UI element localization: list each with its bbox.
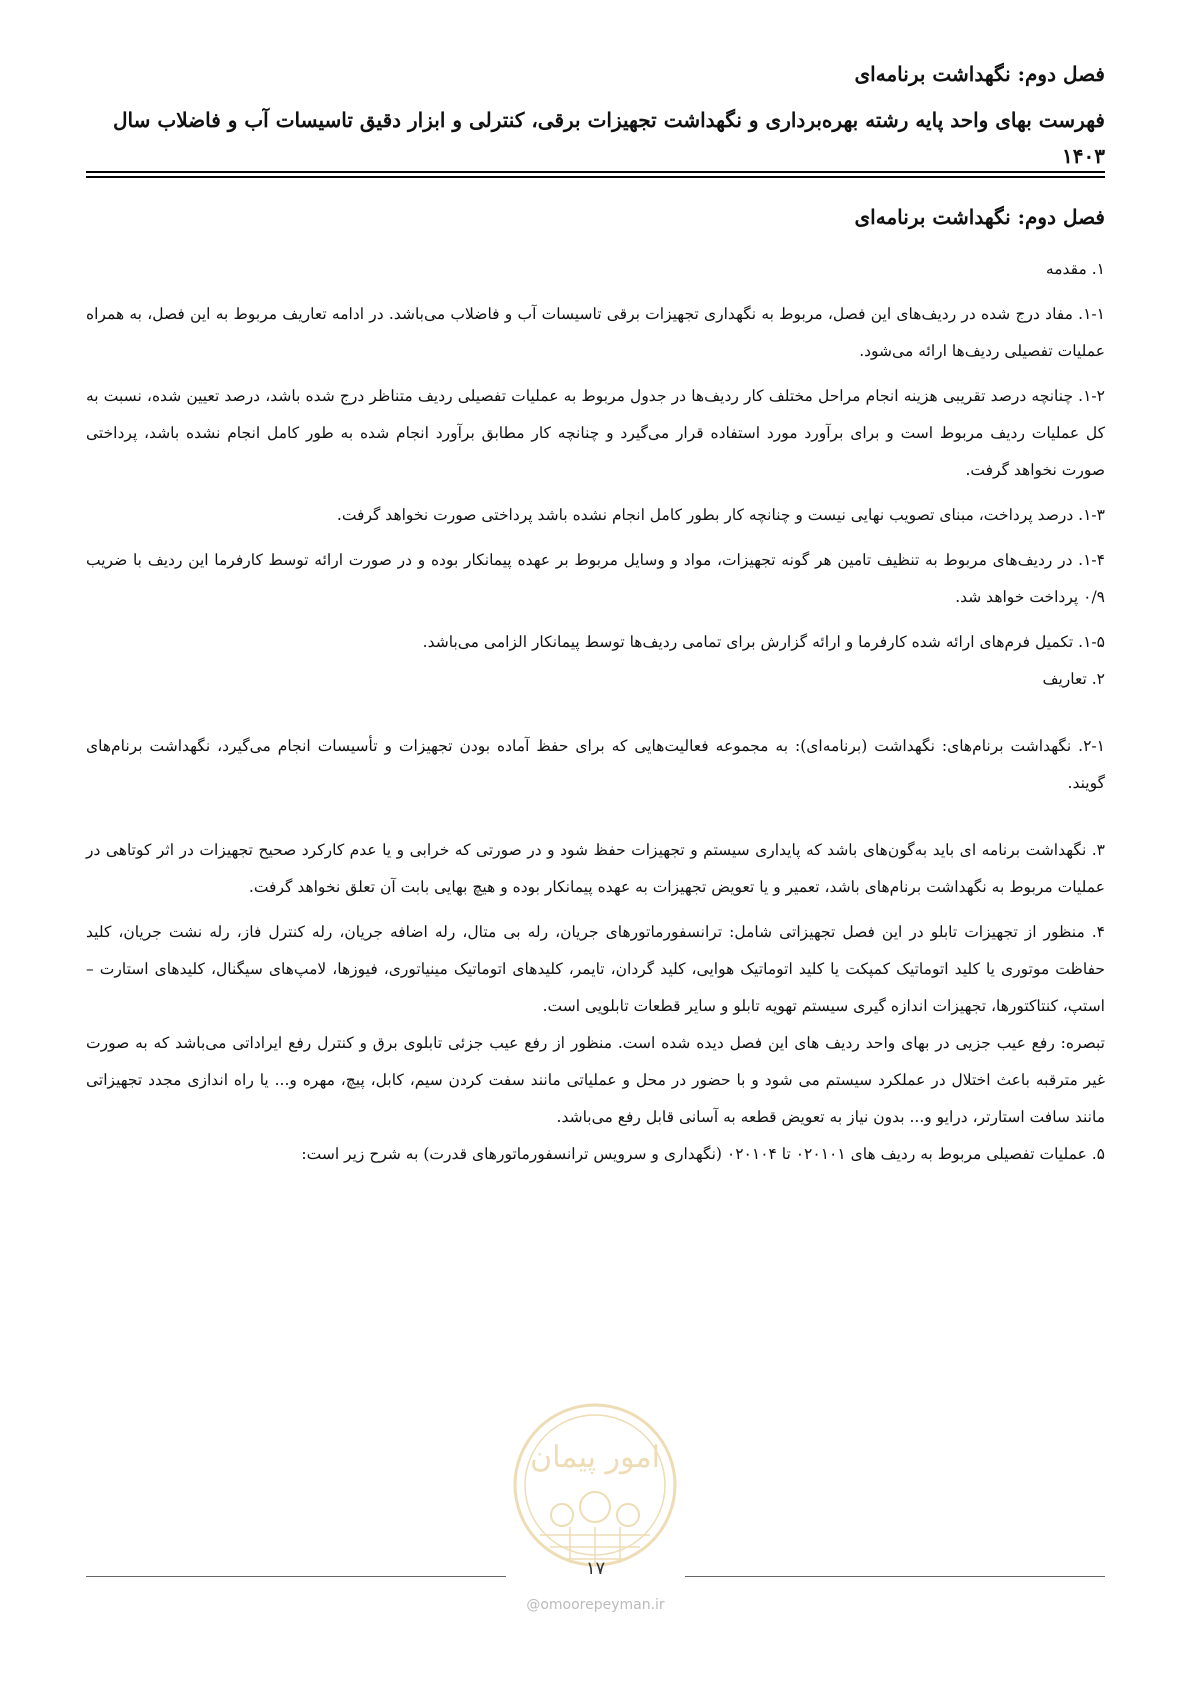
- watermark-scale-icon: [551, 1504, 573, 1526]
- paragraph-1-1: ۱-۱. مفاد درج شده در ردیف‌های این فصل، مربوط به نگهداری تجهیزات برقی تاسیسات آب و فاضلاب می‌باشد. در ادامه تعاریف مربوط به این فصل، به همراه عملیات تفصیلی ردیف‌ها ارائه می‌شود.: [86, 305, 1105, 360]
- heading-introduction: ۱. مقدمه: [1045, 260, 1105, 278]
- paragraph-1-5: ۱-۵. تکمیل فرم‌های ارائه شده کارفرما و ارائه گزارش برای تمامی ردیف‌ها توسط پیمانکار الزامی می‌باشد.: [422, 633, 1105, 651]
- website-watermark: @omoorepeyman.ir: [526, 1597, 665, 1613]
- header-chapter: فصل دوم: نگهداشت برنامه‌ای: [854, 62, 1105, 86]
- header-rule-bottom: [86, 176, 1105, 178]
- header-rule-top: [86, 171, 1105, 173]
- section-title: فصل دوم: نگهداشت برنامه‌ای: [854, 205, 1105, 229]
- paragraph-5: ۵. عملیات تفصیلی مربوط به ردیف های ۰۲۰۱۰۱ تا ۰۲۰۱۰۴ (نگهداری و سرویس ترانسفورماتورهای قدرت) به شرح زیر است:: [301, 1145, 1105, 1163]
- main-content: [86, 205, 1105, 1181]
- watermark-text: امور پیمان: [530, 1440, 660, 1475]
- paragraph-3: ۳. نگهداشت برنامه ای باید به‌گون‌های باشد که پایداری سیستم و تجهیزات حفظ شود و در صورتی که خرابی و یا عدم کارکرد صحیح تجهیزات در اثر کوتاهی در عملیات مربوط به نگهداشت برنام‌های باشد، تعمیر و یا تعویض تجهیزات به عهده پیمانکار بوده و هیچ بهایی بابت آن تعلق نخواهد گرفت.: [86, 841, 1105, 896]
- paragraph-4: ۴. منظور از تجهیزات تابلو در این فصل تجهیزاتی شامل: ترانسفورماتورهای جریان، رله بی متال، رله اضافه جریان، رله کنترل فاز، رله نشت جریان، کلید حفاظت موتوری یا کلید اتوماتیک کمپکت یا کلید اتوماتیک هوایی، کلید گردان، تایمر، کلیدهای اتوماتیک مینیاتوری، فیوزها، لامپ‌های سیگنال، کلیدهای استارت –استپ، کنتاکتورها، تجهیزات اندازه گیری سیستم تهویه تابلو و سایر قطعات تابلویی است.: [86, 923, 1105, 1015]
- heading-definitions: ۲. تعاریف: [1042, 670, 1105, 688]
- header-title: فهرست بهای واحد پایه رشته بهره‌برداری و نگهداشت تجهیزات برقی، کنترلی و ابزار دقیق تاسیسات آب و فاضلاب سال ۱۴۰۳: [113, 108, 1105, 168]
- paragraph-1-3: ۱-۳. درصد پرداخت، مبنای تصویب نهایی نیست و چنانچه کار بطور کامل انجام نشده باشد پرداختی صورت نخواهد گرفت.: [336, 506, 1105, 524]
- paragraph-2-1: ۲-۱. نگهداشت برنام‌های: نگهداشت (برنامه‌ای): به مجموعه فعالیت‌هایی که برای حفظ آماده بودن تجهیزات و تأسیسات انجام می‌گیرد، نگهداشت برنام‌های گویند.: [86, 737, 1105, 792]
- watermark-logo: [510, 1395, 680, 1580]
- page-number: ۱۷: [585, 1558, 606, 1579]
- paragraph-1-4: ۱-۴. در ردیف‌های مربوط به تنظیف تامین هر گونه تجهیزات، مواد و وسایل مربوط بر عهده پیمانکار بوده و در صورت ارائه توسط کارفرما این ردیف با ضریب ۰/۹ پرداخت خواهد شد.: [86, 551, 1105, 606]
- watermark-gear-icon: [580, 1492, 610, 1522]
- paragraph-1-2: ۱-۲. چنانچه درصد تقریبی هزینه انجام مراحل مختلف کار ردیف‌ها در جدول مربوط به عملیات تفصیلی ردیف متناظر درج شده باشد، درصد تعیین شده، نسبت به کل عملیات ردیف مربوط است و برای برآورد مورد استفاده قرار می‌گیرد و چنانچه کار مطابق برآورد انجام شده به طور کامل انجام نشده باشد، پرداختی صورت نخواهد گرفت.: [86, 387, 1105, 479]
- paragraph-note: تبصره: رفع عیب جزیی در بهای واحد ردیف های این فصل دیده شده است. منظور از رفع عیب جزئی تابلوی برق و کنترل رفع ایراداتی می‌باشد که به صورت غیر مترقبه باعث اختلال در عملکرد سیستم می شود و با حضور در محل و عملیاتی مانند سفت کردن سیم، کابل، پیچ، مهره و... یا راه اندازی مجدد تجهیزاتی مانند سافت استارتر، درایو و... بدون نیاز به تعویض قطعه به آسانی قابل رفع می‌باشد.: [86, 1034, 1105, 1126]
- watermark-gear-icon-right: [617, 1504, 639, 1526]
